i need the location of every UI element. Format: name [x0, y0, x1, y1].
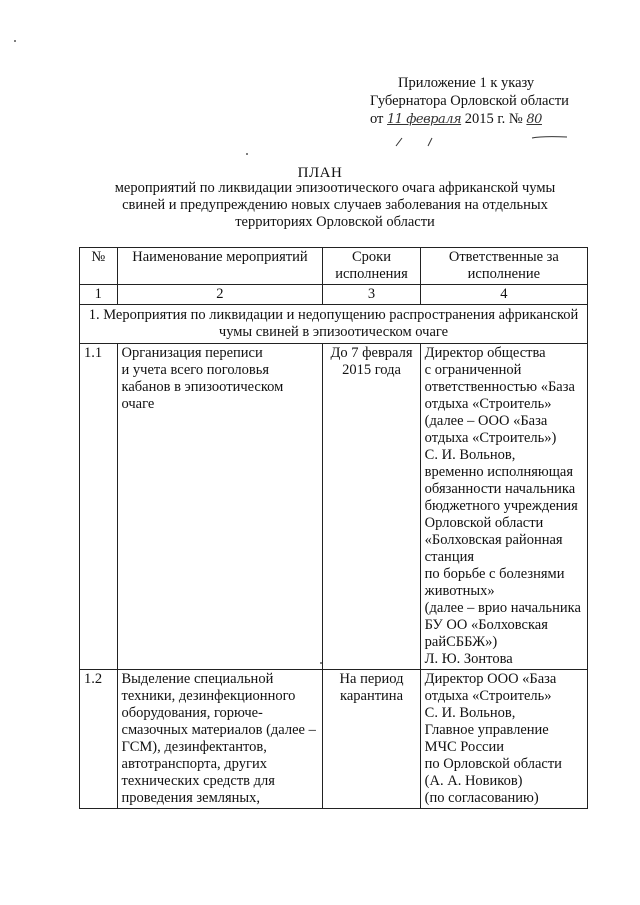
appendix-line-2: Губернатора Орловской области	[370, 93, 569, 109]
scan-speck	[14, 40, 16, 42]
plan-title: ПЛАН	[297, 165, 343, 181]
header-term: Сроки исполнения	[323, 248, 420, 285]
date-prefix: от	[370, 111, 384, 127]
appendix-line-1: Приложение 1 к указу	[398, 75, 535, 91]
row-term: До 7 февраля 2015 года	[323, 344, 420, 670]
row-name: Организация переписи и учета всего поголовья кабанов в эпизоотическом очаге	[117, 344, 323, 670]
date-suffix: 2015 г. №	[464, 111, 523, 127]
handwritten-number: 80	[526, 112, 542, 127]
plan-subtitle: мероприятий по ликвидации эпизоотического очага африканской чумы свиней и предупреждению новых случаев заболевания на отдельных территориях Орловской области	[114, 180, 556, 230]
row-name: Выделение специальной техники, дезинфекционного оборудования, горюче-смазочных материалов (далее – ГСМ), дезинфектантов, автотранспорта, других технических средств для проведения земляных,	[117, 670, 323, 809]
table-row	[80, 344, 588, 670]
column-number-row	[80, 285, 588, 305]
table-header-row	[80, 248, 588, 285]
row-number: 1.2	[80, 670, 118, 809]
row-responsible: Директор общества с ограниченной ответственностью «База отдыха «Строитель» (далее – ООО «База отдыха «Строитель») С. И. Вольнов, временно исполняющая обязанности начальника бюджетного учреждения Орловской области «Болховская районная станция по борьбе с болезнями животных» (далее – врио начальника БУ ОО «Болховская райСББЖ») Л. Ю. Зонтова	[420, 344, 587, 670]
col-num-1: 1	[80, 285, 118, 305]
handwriting-strokes	[392, 124, 592, 148]
handwritten-date: 11 февраля	[387, 112, 462, 127]
row-number: 1.1	[80, 344, 118, 670]
row-term: На период карантина	[323, 670, 420, 809]
col-num-2: 2	[117, 285, 323, 305]
section-row	[80, 305, 588, 344]
header-number: №	[80, 248, 118, 285]
header-responsible: Ответственные за исполнение	[420, 248, 587, 285]
col-num-3: 3	[323, 285, 420, 305]
scan-speck	[320, 662, 322, 664]
plan-table	[79, 247, 588, 809]
table-row	[80, 670, 588, 809]
row-responsible: Директор ООО «База отдыха «Строитель» С. И. Вольнов, Главное управление МЧС России по Орловской области (А. А. Новиков) (по согласованию)	[420, 670, 587, 809]
scan-speck	[246, 153, 248, 155]
header-name: Наименование мероприятий	[117, 248, 323, 285]
col-num-4: 4	[420, 285, 587, 305]
appendix-block	[370, 74, 632, 129]
section-title: 1. Мероприятия по ликвидации и недопущению распространения африканской чумы свиней в эпизоотическом очаге	[80, 305, 588, 344]
